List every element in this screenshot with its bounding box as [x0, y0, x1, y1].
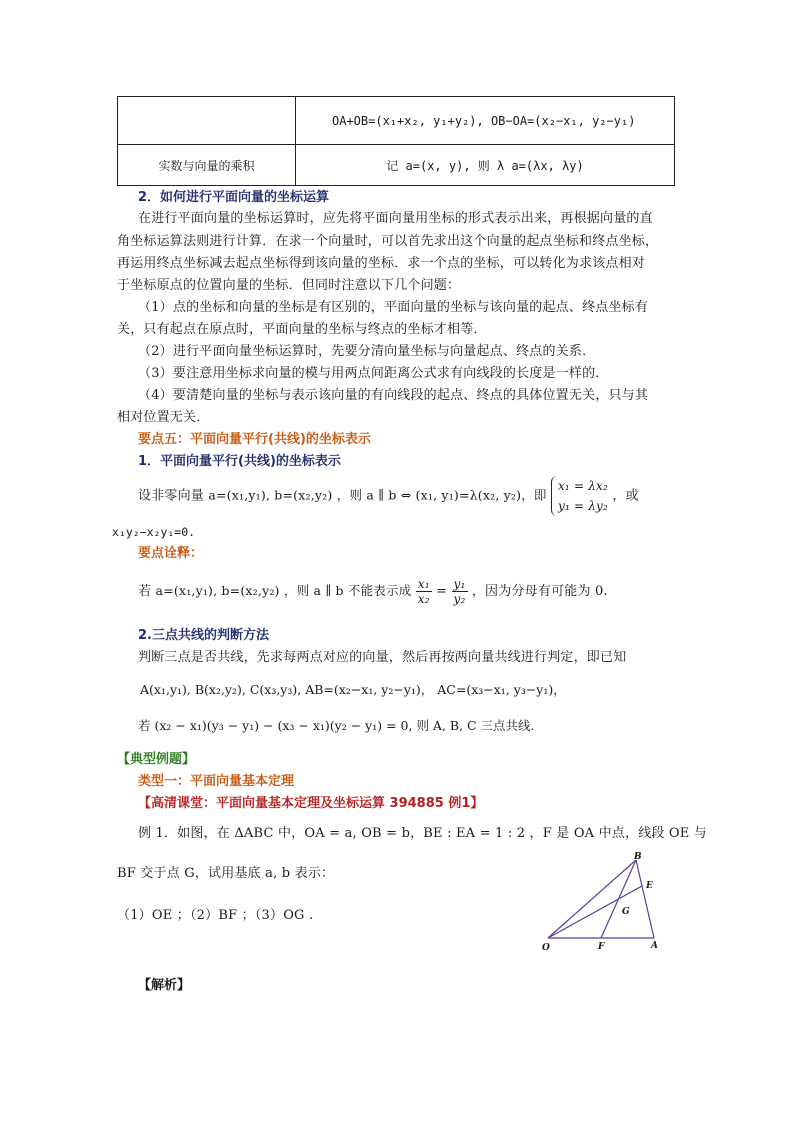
- fraction-numerator: x₁: [417, 577, 430, 591]
- examples-heading: 【典型例题】: [117, 752, 196, 767]
- segment-BA: [636, 860, 654, 938]
- analysis-label: 【解析】: [138, 978, 191, 993]
- collinear-condition: 若 (x₂ − x₁)(y₃ − y₁) − (x₃ − x₁)(y₂ − y₁) = 0, 则 A, B, C 三点共线.: [138, 718, 535, 733]
- table-row: [118, 97, 675, 145]
- sub-heading: 2.三点共线的判断方法: [138, 628, 269, 643]
- table-cell-label: 实数与向量的乘积: [118, 145, 296, 186]
- note-line: [138, 576, 608, 607]
- vector-definitions: a=(x₁,y₁), b=(x₂,y₂): [208, 487, 333, 503]
- parallel-equivalence: ，则 a ∥ b ⇔ (x₁, y₁)=λ(x₂, y₂)，即: [336, 487, 547, 503]
- triangle-figure: [538, 852, 668, 952]
- equals-sign: =: [436, 584, 448, 599]
- label-B: B: [634, 852, 642, 862]
- text-span: ，或: [612, 488, 639, 504]
- parallel-condition-line: [138, 476, 639, 516]
- sub-heading: 1．平面向量平行(共线)的坐标表示: [138, 454, 341, 469]
- type-heading: 类型一：平面向量基本定理: [138, 774, 295, 789]
- point-heading: 要点五：平面向量平行(共线)的坐标表示: [138, 432, 371, 447]
- table-cell-formula: 记 a=(x, y), 则 λ a=(λx, λy): [296, 145, 675, 186]
- brace-eq-bottom: y₁ = λy₂: [557, 499, 609, 513]
- label-E: E: [646, 881, 653, 891]
- hd-classroom-link: 【高清课堂：平面向量基本定理及坐标运算 394885 例1】: [138, 796, 484, 811]
- text-span: ，则 a ∥ b 不能表示成: [283, 583, 412, 598]
- system-brace: [551, 476, 608, 516]
- text-span: 设非零向量: [138, 488, 205, 504]
- section-heading: 2．如何进行平面向量的坐标运算: [138, 190, 330, 205]
- list-item: 关，只有起点在原点时，平面向量的坐标与终点的坐标才相等．: [117, 322, 487, 337]
- brace-eq-top: x₁ = λx₂: [557, 479, 609, 493]
- fraction-denominator: x₂: [417, 592, 430, 606]
- example-line: 例 1．如图，在 ΔABC 中，OA = a, OB = b，BE : EA = 1 : 2 ，F 是 OA 中点，线段 OE 与: [138, 826, 708, 841]
- fraction: [416, 577, 432, 606]
- table-row: [118, 145, 675, 186]
- paragraph-line: 再运用终点坐标减去起点坐标得到该向量的坐标．求一个点的坐标，可以转化为求该点相对: [117, 256, 646, 271]
- list-item: 相对位置无关．: [117, 410, 210, 425]
- cross-product-formula: x₁y₂−x₂y₁=0.: [112, 525, 196, 539]
- paragraph-line: 于坐标原点的位置向量的坐标．但同时注意以下几个问题：: [117, 278, 461, 293]
- label-A: A: [651, 941, 658, 951]
- text-span: ，因为分母有可能为 0.: [471, 584, 608, 599]
- table-cell-formula: OA+OB=(x₁+x₂, y₁+y₂), OB−OA=(x₂−x₁, y₂−y₁): [296, 97, 675, 145]
- example-parts: （1）OE ；（2）BF ；（3）OG .: [117, 908, 314, 923]
- paragraph-line: 在进行平面向量的坐标运算时，应先将平面向量用坐标的形式表示出来，再根据向量的直: [138, 211, 653, 226]
- points-definition: A(x₁,y₁), B(x₂,y₂), C(x₃,y₃), AB=(x₂−x₁, y₂−y₁)， AC=(x₃−x₁, y₃−y₁)，: [140, 682, 566, 697]
- text-span: 若: [138, 584, 152, 599]
- coordinate-operations-table: [117, 96, 675, 186]
- fraction: [452, 577, 468, 606]
- label-O: O: [542, 943, 550, 952]
- paragraph-line: 判断三点是否共线，先求每两点对应的向量，然后再按两向量共线进行判定，即已知: [138, 650, 627, 665]
- list-item: （1）点的坐标和向量的坐标是有区别的，平面向量的坐标与该向量的起点、终点坐标有: [138, 300, 649, 315]
- vector-definitions: a=(x₁,y₁), b=(x₂,y₂): [155, 583, 280, 598]
- example-line: BF 交于点 G，试用基底 a, b 表示：: [117, 866, 335, 881]
- note-heading: 要点诠释：: [138, 546, 204, 561]
- list-item: （4）要清楚向量的坐标与表示该向量的有向线段的起点、终点的具体位置无关，只与其: [138, 388, 649, 403]
- segment-BF: [601, 860, 636, 938]
- fraction-denominator: y₂: [453, 592, 466, 606]
- label-G: G: [622, 907, 630, 917]
- list-item: （3）要注意用坐标求向量的模与用两点间距离公式求有向线段的长度是一样的．: [138, 366, 609, 381]
- fraction-numerator: y₁: [453, 577, 466, 591]
- label-F: F: [598, 942, 605, 952]
- paragraph-line: 角坐标运算法则进行计算．在求一个向量时，可以首先求出这个向量的起点坐标和终点坐标，: [117, 234, 659, 249]
- table-cell-label: [118, 97, 296, 145]
- list-item: （2）进行平面向量坐标运算时，先要分清向量坐标与向量起点、终点的关系．: [138, 344, 596, 359]
- segment-OB: [548, 860, 636, 938]
